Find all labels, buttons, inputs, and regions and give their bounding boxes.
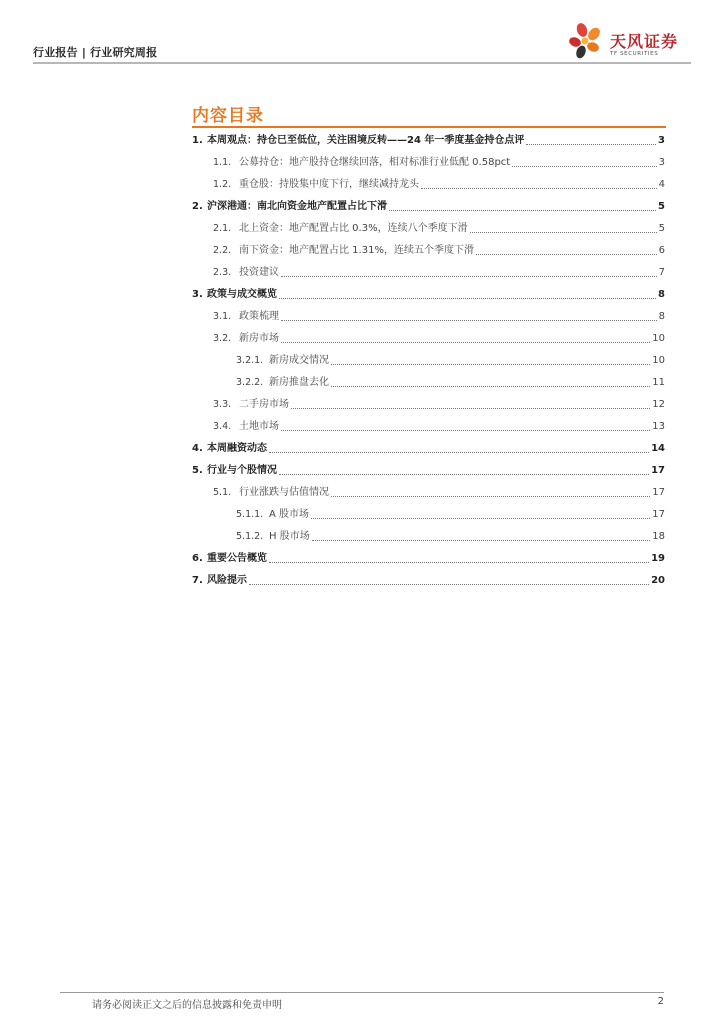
toc-entry-label: 行业与个股情况 — [207, 465, 277, 476]
toc-entry[interactable] — [213, 396, 665, 412]
toc-entry-number: 1.1. — [213, 157, 232, 168]
toc-entry[interactable] — [213, 308, 665, 324]
toc-leader-dots — [281, 276, 657, 277]
toc-entry-label: 投资建议 — [239, 267, 279, 278]
logo-name-en: TF SECURITIES — [610, 51, 659, 57]
toc-leader-dots — [470, 232, 657, 233]
toc-entry-number: 3. — [192, 289, 203, 300]
toc-entry-number: 5.1.1. — [236, 509, 264, 520]
toc-entry-label: 政策与成交概览 — [207, 289, 277, 300]
toc-entry-label: 风险提示 — [207, 575, 247, 586]
toc-entry[interactable] — [192, 550, 665, 566]
toc-title: 内容目录 — [192, 106, 264, 126]
toc-entry-number: 2.2. — [213, 245, 232, 256]
toc-leader-dots — [311, 518, 650, 519]
toc-entry-number: 3.4. — [213, 421, 232, 432]
toc-entry-page: 11 — [652, 377, 665, 388]
toc-entry-page: 19 — [651, 553, 665, 564]
footer-divider — [60, 992, 664, 993]
toc-title-underline — [192, 126, 666, 128]
toc-leader-dots — [291, 408, 650, 409]
toc-entry[interactable] — [192, 462, 665, 478]
toc-entry-page: 8 — [658, 311, 665, 322]
toc-entry-label: 北上资金：地产配置占比 0.3%，连续八个季度下滑 — [239, 223, 468, 234]
toc-entry-number: 5.1.2. — [236, 531, 264, 542]
toc-entry[interactable] — [236, 374, 665, 390]
toc-leader-dots — [279, 474, 649, 475]
toc-entry[interactable] — [213, 242, 665, 258]
toc-leader-dots — [331, 364, 650, 365]
toc-entry-number: 5. — [192, 465, 203, 476]
toc-entry[interactable] — [192, 198, 665, 214]
toc-entry[interactable] — [213, 264, 665, 280]
toc-leader-dots — [389, 210, 656, 211]
toc-leader-dots — [249, 584, 649, 585]
toc-entry-page: 3 — [658, 135, 665, 146]
toc-entry-page: 12 — [652, 399, 665, 410]
toc-entry-page: 10 — [652, 355, 665, 366]
toc-leader-dots — [279, 298, 656, 299]
toc-leader-dots — [526, 144, 656, 145]
toc-leader-dots — [281, 320, 657, 321]
toc-leader-dots — [476, 254, 657, 255]
toc-entry-label: 本周观点：持仓已至低位，关注困境反转——24 年一季度基金持仓点评 — [207, 135, 525, 146]
toc-entry-page: 10 — [652, 333, 665, 344]
toc-entry-page: 7 — [658, 267, 665, 278]
toc-entry[interactable] — [236, 528, 665, 544]
toc-entry-number: 2. — [192, 201, 203, 212]
toc-entry-number: 1. — [192, 135, 203, 146]
toc-leader-dots — [331, 496, 650, 497]
toc-entry-label: 本周融资动态 — [207, 443, 267, 454]
header-divider — [33, 62, 691, 64]
page-number: 2 — [657, 996, 664, 1007]
report-type-header: 行业报告 | 行业研究周报 — [33, 46, 158, 59]
toc-entry[interactable] — [192, 286, 665, 302]
toc-entry[interactable] — [192, 132, 665, 148]
toc-entry-page: 5 — [658, 201, 665, 212]
toc-entry-label: 政策梳理 — [239, 311, 279, 322]
toc-leader-dots — [512, 166, 656, 167]
toc-entry[interactable] — [213, 330, 665, 346]
toc-entry-label: 重要公告概览 — [207, 553, 267, 564]
toc-leader-dots — [312, 540, 651, 541]
toc-entry-page: 17 — [652, 487, 665, 498]
toc-entry-number: 6. — [192, 553, 203, 564]
toc-entry[interactable] — [236, 506, 665, 522]
logo-name-cn: 天风证券 — [610, 32, 679, 51]
toc-entry-number: 3.2. — [213, 333, 232, 344]
toc-leader-dots — [269, 452, 649, 453]
toc-entry-label: 行业涨跌与估值情况 — [239, 487, 329, 498]
toc-entry-number: 2.1. — [213, 223, 232, 234]
toc-entry-number: 1.2. — [213, 179, 232, 190]
toc-entry-page: 13 — [652, 421, 665, 432]
toc-entry[interactable] — [213, 220, 665, 236]
toc-entry-label: 沪深港通：南北向资金地产配置占比下滑 — [207, 201, 387, 212]
toc-entry[interactable] — [213, 154, 665, 170]
toc-entry[interactable] — [213, 176, 665, 192]
toc-entry-page: 17 — [651, 465, 665, 476]
toc-entry-number: 7. — [192, 575, 203, 586]
toc-entry-number: 3.2.2. — [236, 377, 264, 388]
toc-entry-number: 5.1. — [213, 487, 232, 498]
toc-leader-dots — [421, 188, 657, 189]
toc-leader-dots — [281, 342, 650, 343]
toc-entry-page: 14 — [651, 443, 665, 454]
toc-entry-label: 南下资金：地产配置占比 1.31%，连续五个季度下滑 — [239, 245, 474, 256]
toc-entry-page: 3 — [658, 157, 665, 168]
toc-entry-page: 6 — [658, 245, 665, 256]
toc-entry-label: 重仓股：持股集中度下行，继续减持龙头 — [239, 179, 419, 190]
toc-entry-page: 20 — [651, 575, 665, 586]
footer-disclaimer: 请务必阅读正文之后的信息披露和免责申明 — [92, 1000, 282, 1011]
toc-leader-dots — [331, 386, 650, 387]
toc-entry-number: 3.1. — [213, 311, 232, 322]
toc-entry-label: A 股市场 — [269, 509, 310, 520]
toc-entry-page: 5 — [658, 223, 665, 234]
toc-entry[interactable] — [192, 440, 665, 456]
toc-entry-page: 17 — [652, 509, 665, 520]
toc-entry-number: 4. — [192, 443, 203, 454]
flower-logo-icon — [568, 20, 608, 62]
toc-entry[interactable] — [192, 572, 665, 588]
toc-entry-number: 3.3. — [213, 399, 232, 410]
toc-entry-label: 土地市场 — [239, 421, 279, 432]
company-logo — [568, 20, 678, 62]
toc-entry-page: 4 — [658, 179, 665, 190]
toc-leader-dots — [281, 430, 650, 431]
toc-entry-label: 二手房市场 — [239, 399, 289, 410]
toc-entry-label: 新房市场 — [239, 333, 279, 344]
toc-entry-page: 18 — [652, 531, 665, 542]
toc-entry-label: 新房推盘去化 — [269, 377, 329, 388]
toc-leader-dots — [269, 562, 649, 563]
toc-entry-page: 8 — [658, 289, 665, 300]
toc-entry-label: H 股市场 — [269, 531, 310, 542]
toc-entry-label: 公募持仓：地产股持仓继续回落，相对标准行业低配 0.58pct — [239, 157, 511, 168]
toc-entry-label: 新房成交情况 — [269, 355, 329, 366]
toc-entry-number: 3.2.1. — [236, 355, 264, 366]
toc-entry[interactable] — [213, 418, 665, 434]
toc-entry-number: 2.3. — [213, 267, 232, 278]
toc-entry[interactable] — [236, 352, 665, 368]
toc-entry[interactable] — [213, 484, 665, 500]
